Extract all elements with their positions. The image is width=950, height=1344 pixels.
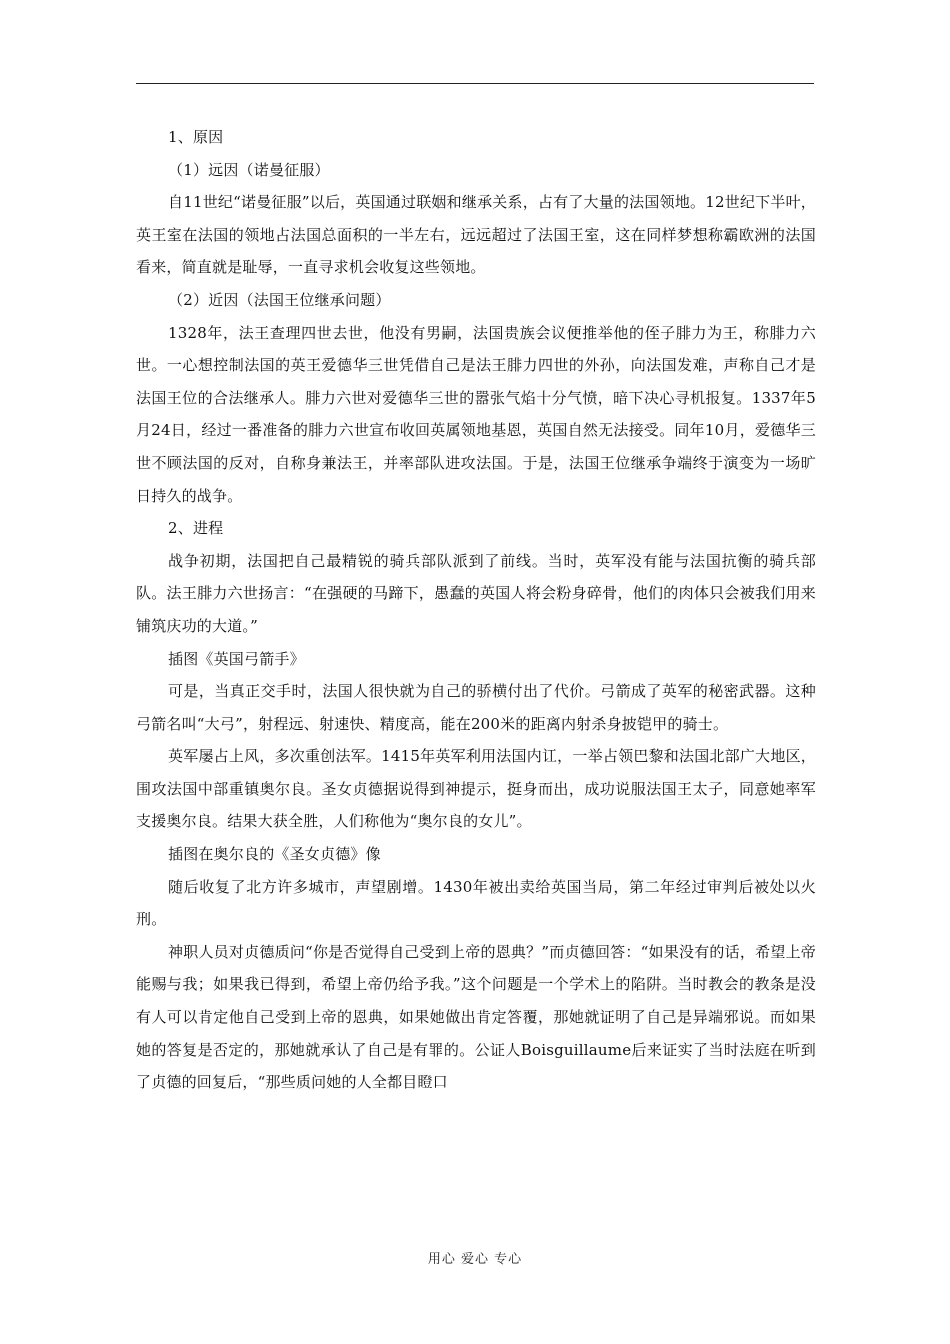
illustration-caption-archers: 插图《英国弓箭手》 [168, 649, 305, 668]
paragraph-interrogation: 神职人员对贞德质问“你是否觉得自己受到上帝的恩典？”而贞德回答：“如果没有的话，希望上帝能赐与我；如果我已得到，希望上帝仍给予我。”这个问题是一个学术上的陷阱。当时教会的教条是没有人可以肯定他自己受到上帝的恩典，如果她做出肯定答覆，那她就证明了自己是异端邪说。而如果她的答复是否定的，那她就承认了自己是有罪的。公证人Boisguillaume后来证实了当时法庭在听到了贞德的回复后，“那些质问她的人全都目瞪口 [136, 942, 816, 1092]
subheading-distant-cause: （1）远因（诺曼征服） [168, 160, 330, 179]
paragraph-norman-conquest: 自11世纪“诺曼征服”以后，英国通过联姻和继承关系，占有了大量的法国领地。12世纪下半叶，英王室在法国的领地占法国总面积的一半左右，远远超过了法国王室，这在同样梦想称霸欧洲的法国看来，简直就是耻辱，一直寻求机会收复这些领地。 [136, 193, 816, 277]
paragraph-longbow: 可是，当真正交手时，法国人很快就为自己的骄横付出了代价。弓箭成了英军的秘密武器。这种弓箭名叫“大弓”，射程远、射速快、精度高，能在200米的距离内射杀身披铠甲的骑士。 [136, 682, 816, 733]
section-heading-causes: 1、原因 [168, 128, 224, 146]
header-rule [136, 83, 814, 84]
illustration-caption-joan: 插图在奥尔良的《圣女贞德》像 [168, 845, 381, 864]
paragraph-joan-orleans: 英军屡占上风，多次重创法军。1415年英军利用法国内讧，一举占领巴黎和法国北部广大地区，围攻法国中部重镇奥尔良。圣女贞德据说得到神提示，挺身而出，成功说服法国王太子，同意她率军支援奥尔良。结果大获全胜，人们称他为“奥尔良的女儿”。 [136, 747, 816, 831]
paragraph-succession: 1328年，法王查理四世去世，他没有男嗣，法国贵族会议便推举他的侄子腓力为王，称腓力六世。一心想控制法国的英王爱德华三世凭借自己是法王腓力四世的外孙，向法国发难，声称自己才是法国王位的合法继承人。腓力六世对爱德华三世的嚣张气焰十分气愤，暗下决心寻机报复。1337年5月24日，经过一番准备的腓力六世宣布收回英属领地基恩，英国自然无法接受。同年10月，爱德华三世不顾法国的反对，自称身兼法王，并率部队进攻法国。于是，法国王位继承争端终于演变为一场旷日持久的战争。 [136, 323, 816, 505]
paragraph-joan-execution: 随后收复了北方许多城市，声望剧增。1430年被出卖给英国当局，第二年经过审判后被处以火刑。 [136, 877, 816, 929]
subheading-immediate-cause: （2）近因（法国王位继承问题） [168, 290, 391, 309]
page-footer: 用心 爱心 专心 [427, 1252, 523, 1267]
paragraph-early-war: 战争初期，法国把自己最精锐的骑兵部队派到了前线。当时，英军没有能与法国抗衡的骑兵部队。法王腓力六世扬言：“在强硬的马蹄下，愚蠢的英国人将会粉身碎骨，他们的肉体只会被我们用来铺筑庆功的大道。” [136, 551, 816, 635]
document-body [136, 121, 816, 1099]
section-heading-process: 2、进程 [168, 519, 224, 538]
